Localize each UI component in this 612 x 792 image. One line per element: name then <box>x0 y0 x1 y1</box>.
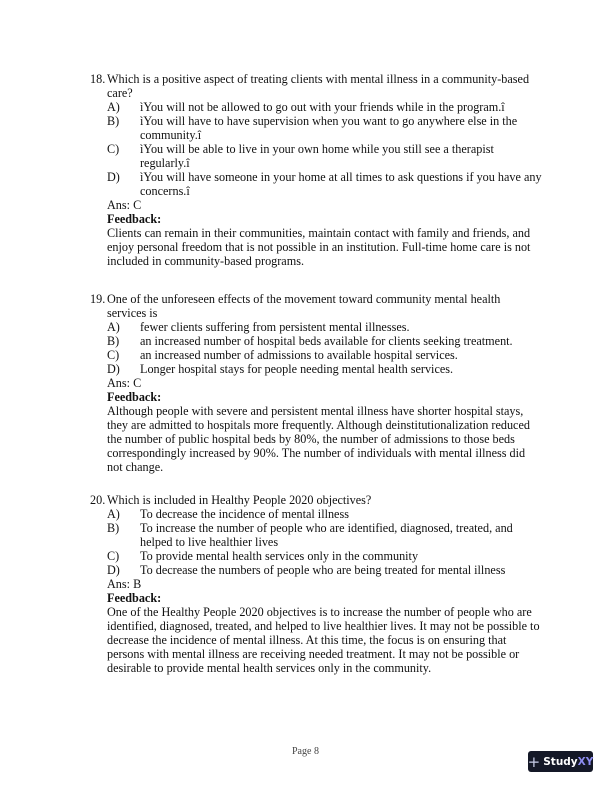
answer-option <box>107 521 542 549</box>
question-stem: One of the unforeseen effects of the movement toward community mental health services is <box>107 292 501 320</box>
option-letter: B) <box>107 114 120 128</box>
option-letter: A) <box>107 507 120 521</box>
question-block <box>90 292 542 474</box>
answer-option <box>107 320 542 334</box>
question-number: 19. <box>90 292 106 306</box>
answer-option <box>107 114 542 142</box>
answer-option <box>107 563 542 577</box>
feedback-text: One of the Healthy People 2020 objectives is to increase the number of people who are identified, diagnosed, treated, and helped to live healthier lives. It may not be possible to decrease the incidence of mental illness. At this time, the focus is on ensuring that persons with mental illness are receiving needed treatment. It may not be possible or desirable to provide mental health services only in the community. <box>107 605 540 675</box>
option-letter: D) <box>107 563 120 577</box>
answer-option <box>107 170 542 198</box>
option-text: ìYou will be able to live in your own home while you still see a therapist regularly.î <box>140 142 494 170</box>
option-letter: C) <box>107 549 120 563</box>
option-text: an increased number of hospital beds available for clients seeking treatment. <box>140 334 513 348</box>
question-stem: Which is a positive aspect of treating clients with mental illness in a community-based care? <box>107 72 530 100</box>
feedback-label: Feedback: <box>107 591 162 605</box>
option-text: ìYou will have to have supervision when you want to go anywhere else in the community.î <box>140 114 518 142</box>
option-text: fewer clients suffering from persistent mental illnesses. <box>140 320 410 334</box>
option-letter: B) <box>107 334 120 348</box>
option-text: To decrease the numbers of people who are being treated for mental illness <box>140 563 506 577</box>
answer: Ans: B <box>107 577 142 591</box>
feedback-label: Feedback: <box>107 212 162 226</box>
answer-option <box>107 507 542 521</box>
question-number: 20. <box>90 493 106 507</box>
answer-option <box>107 142 542 170</box>
question-block <box>90 493 542 675</box>
question-stem: Which is included in Healthy People 2020 objectives? <box>107 493 372 507</box>
feedback-text: Although people with severe and persistent mental illness have shorter hospital stays, they are admitted to hospitals more frequently. Although deinstitutionalization reduced the number of public hospital beds by 80%, the number of admissions to those beds correspondingly increased by 90%. The number of individuals with mental illness did not change. <box>107 404 530 474</box>
answer-option <box>107 362 542 376</box>
answer-option <box>107 100 542 114</box>
option-text: an increased number of admissions to available hospital services. <box>140 348 458 362</box>
option-letter: C) <box>107 142 120 156</box>
answer: Ans: C <box>107 376 142 390</box>
question-block <box>90 72 542 268</box>
answer-option <box>107 334 542 348</box>
answer-option <box>107 348 542 362</box>
feedback-label: Feedback: <box>107 390 162 404</box>
answer: Ans: C <box>107 198 142 212</box>
question-number: 18. <box>90 72 106 86</box>
option-letter: A) <box>107 320 120 334</box>
option-text: To increase the number of people who are identified, diagnosed, treated, and helped to live healthier lives <box>140 521 513 549</box>
option-letter: B) <box>107 521 120 535</box>
option-text: ìYou will have someone in your home at all times to ask questions if you have any concerns.î <box>140 170 542 198</box>
option-letter: D) <box>107 362 120 376</box>
option-letter: A) <box>107 100 120 114</box>
page-number: Page 8 <box>292 746 319 757</box>
feedback-text: Clients can remain in their communities, maintain contact with family and friends, and enjoy personal freedom that is not possible in an institution. Full-time home care is not included in community-based programs. <box>107 226 531 268</box>
option-letter: C) <box>107 348 120 362</box>
option-text: To decrease the incidence of mental illness <box>140 507 349 521</box>
option-text: ìYou will not be allowed to go out with your friends while in the program.î <box>140 100 505 114</box>
option-text: To provide mental health services only in the community <box>140 549 419 563</box>
plus-icon: + <box>527 752 541 771</box>
option-text: Longer hospital stays for people needing mental health services. <box>140 362 454 376</box>
studyxy-logo[interactable]: + StudyXY <box>527 752 594 771</box>
answer-option <box>107 549 542 563</box>
option-letter: D) <box>107 170 120 184</box>
